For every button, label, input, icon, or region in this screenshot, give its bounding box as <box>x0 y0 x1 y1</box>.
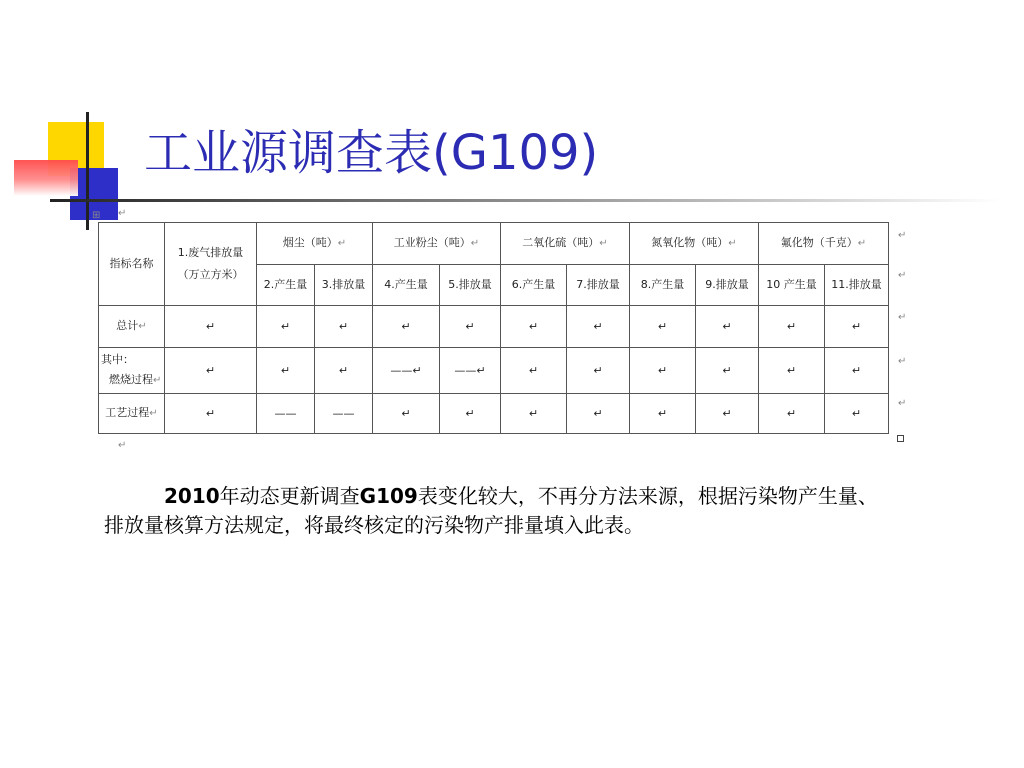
table-cell: ——↵ <box>440 348 501 394</box>
row-end-mark: ↵ <box>898 230 907 241</box>
table-cell: ↵ <box>696 348 759 394</box>
table-cell: ↵ <box>825 306 889 348</box>
subheader-cell: 7.排放量 <box>567 265 630 306</box>
exhaust-header: 1.废气排放量 （万立方米） <box>165 223 257 306</box>
table-cell: ↵ <box>630 306 696 348</box>
table-row-process <box>99 394 889 434</box>
row-end-mark: ↵ <box>898 270 907 281</box>
row-end-mark: ↵ <box>898 356 907 367</box>
table-header-row <box>99 223 889 265</box>
subheader-cell: 11.排放量 <box>825 265 889 306</box>
table-cell: ↵ <box>567 394 630 434</box>
table-cell: ↵ <box>165 348 257 394</box>
decor-horizontal-line <box>50 199 1000 202</box>
table-cell: ↵ <box>257 348 315 394</box>
table-cell: ↵ <box>440 394 501 434</box>
table-cell: ↵ <box>501 348 567 394</box>
table-cell: ↵ <box>165 394 257 434</box>
desc-text-1: 年动态更新调查 <box>219 484 360 508</box>
indicator-header: 指标名称 <box>99 223 165 306</box>
table-cell: ↵ <box>315 348 373 394</box>
table-cell: ↵ <box>165 306 257 348</box>
table-cell: ↵ <box>257 306 315 348</box>
table-resize-handle <box>897 435 904 442</box>
table-cell: ↵ <box>825 394 889 434</box>
table-cell: —— <box>257 394 315 434</box>
table-cell: ↵ <box>440 306 501 348</box>
row-label: 总计↵ <box>99 306 165 348</box>
group-header-dust: 工业粉尘（吨）↵ <box>373 223 501 265</box>
table-cell: ↵ <box>696 306 759 348</box>
table-cell: ——↵ <box>373 348 440 394</box>
subheader-cell: 5.排放量 <box>440 265 501 306</box>
row-end-mark: ↵ <box>898 312 907 323</box>
table-cell: ↵ <box>825 348 889 394</box>
table-cell: ↵ <box>501 306 567 348</box>
g109-table <box>98 222 889 434</box>
red-decor-block <box>14 160 78 196</box>
table-cell: ↵ <box>567 348 630 394</box>
group-header-fluoride: 氟化物（千克）↵ <box>759 223 889 265</box>
desc-code: G109 <box>359 484 418 508</box>
table-cell: —— <box>315 394 373 434</box>
table-cell: ↵ <box>373 306 440 348</box>
paragraph-mark: ↵ <box>118 208 127 219</box>
decor-vertical-line <box>86 112 89 230</box>
table-cell: ↵ <box>759 348 825 394</box>
row-end-mark: ↵ <box>898 398 907 409</box>
paragraph-mark: ↵ <box>118 440 127 451</box>
subheader-cell: 3.排放量 <box>315 265 373 306</box>
group-header-soot: 烟尘（吨）↵ <box>257 223 373 265</box>
group-header-so2: 二氧化硫（吨）↵ <box>501 223 630 265</box>
table-cell: ↵ <box>630 394 696 434</box>
table-cell: ↵ <box>630 348 696 394</box>
subheader-cell: 10 产生量 <box>759 265 825 306</box>
g109-table-container <box>98 222 889 434</box>
table-cell: ↵ <box>567 306 630 348</box>
slide-title <box>144 114 598 183</box>
description-paragraph <box>104 482 894 540</box>
table-cell: ↵ <box>315 306 373 348</box>
table-cell: ↵ <box>696 394 759 434</box>
subheader-cell: 9.排放量 <box>696 265 759 306</box>
subheader-cell: 2.产生量 <box>257 265 315 306</box>
table-cell: ↵ <box>759 394 825 434</box>
table-row-combustion <box>99 348 889 394</box>
subheader-cell: 4.产生量 <box>373 265 440 306</box>
table-cell: ↵ <box>373 394 440 434</box>
table-cell: ↵ <box>759 306 825 348</box>
row-label: 工艺过程↵ <box>99 394 165 434</box>
desc-text-2: 表变化较大，不再分方法来源，根据污染物产生量、排放量核算方法规定，将最终核定的污染物产排量填入此表。 <box>104 484 878 537</box>
subheader-cell: 8.产生量 <box>630 265 696 306</box>
table-row-total <box>99 306 889 348</box>
desc-year: 2010 <box>164 484 220 508</box>
table-anchor-mark: ⊞ <box>92 210 101 221</box>
row-label: 其中： 燃烧过程↵ <box>99 348 165 394</box>
table-cell: ↵ <box>501 394 567 434</box>
group-header-nox: 氮氧化物（吨）↵ <box>630 223 759 265</box>
title-chinese: 工业源调查表 <box>144 125 433 181</box>
subheader-cell: 6.产生量 <box>501 265 567 306</box>
title-code: (G109) <box>432 125 599 181</box>
